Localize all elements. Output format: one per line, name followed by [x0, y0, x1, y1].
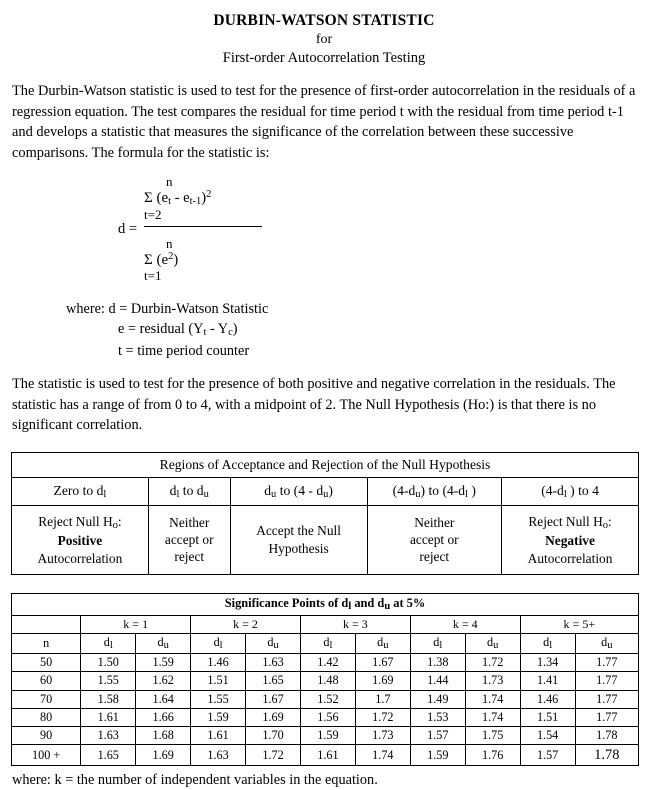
n-column-header: n — [12, 633, 81, 653]
regions-table-caption-row — [12, 452, 639, 477]
formula-d-label: d = — [118, 220, 138, 237]
legend-t-key: t = — [118, 343, 134, 360]
range-cell-4: (4-du) to (4-dl ) — [367, 477, 502, 505]
du-header-1: du — [136, 633, 191, 653]
cell: 1.42 — [300, 654, 355, 672]
k-header-1: k = 1 — [81, 615, 191, 633]
cell: 1.59 — [410, 745, 465, 766]
cell: 1.46 — [191, 654, 246, 672]
cell: 1.41 — [520, 672, 575, 690]
page-subtitle: First-order Autocorrelation Testing — [222, 49, 426, 66]
cell: 1.74 — [355, 745, 410, 766]
cell: 1.72 — [465, 654, 520, 672]
denominator-upper-limit: n — [166, 236, 173, 252]
cell: 1.68 — [136, 727, 191, 745]
table-footnote: where: k = the number of independent variables in the equation. — [12, 772, 378, 789]
k-header-5: k = 5+ — [520, 615, 638, 633]
cell: 1.75 — [465, 727, 520, 745]
intro-paragraph: The Durbin-Watson statistic is used to test for the presence of first-order autocorrelation in the residuals of a regression equation. The test compares the residual for time period t with the residual from time period t-1 and develops a statistic that measures the significance of the correlation between these successive comparisons. The formula for the statistic is: — [12, 83, 636, 161]
cell: 1.7 — [355, 690, 410, 708]
cell: 1.51 — [191, 672, 246, 690]
row-n-60: 60 — [12, 672, 81, 690]
cell: 1.59 — [300, 727, 355, 745]
legend-d-key: d = — [108, 300, 128, 317]
numerator-upper-limit: n — [166, 174, 173, 190]
k-header-2: k = 2 — [191, 615, 301, 633]
cell: 1.63 — [191, 745, 246, 766]
legend-where-label: where: — [66, 300, 105, 317]
cell: 1.49 — [410, 690, 465, 708]
title-connector: for — [315, 32, 333, 47]
cell: 1.77 — [575, 708, 638, 726]
cell: 1.38 — [410, 654, 465, 672]
cell-emphasized: 1.78 — [575, 745, 638, 766]
cell: 1.78 — [575, 727, 638, 745]
dl-header-2: dl — [191, 633, 246, 653]
decision-cell-5: Reject Null Ho: Negative Autocorrelation — [502, 505, 639, 574]
cell: 1.65 — [81, 745, 136, 766]
cell: 1.76 — [465, 745, 520, 766]
dl-header-3: dl — [300, 633, 355, 653]
cell: 1.77 — [575, 690, 638, 708]
cell: 1.55 — [191, 690, 246, 708]
cell: 1.73 — [355, 727, 410, 745]
decision-cell-4: Neither accept or reject — [367, 505, 502, 574]
cell: 1.48 — [300, 672, 355, 690]
durbin-watson-formula — [10, 175, 638, 283]
significance-caption-row — [12, 593, 639, 615]
cell: 1.57 — [520, 745, 575, 766]
cell: 1.61 — [81, 708, 136, 726]
cell: 1.50 — [81, 654, 136, 672]
fraction-bar — [144, 225, 262, 227]
cell: 1.63 — [246, 654, 301, 672]
table-row — [12, 690, 639, 708]
decision-cell-3: Accept the Null Hypothesis — [230, 505, 367, 574]
table-row — [12, 708, 639, 726]
cell: 1.59 — [191, 708, 246, 726]
cell: 1.52 — [300, 690, 355, 708]
legend-line-e — [66, 319, 638, 341]
decision-cell-1: Reject Null Ho: Positive Autocorrelation — [12, 505, 149, 574]
cell: 1.67 — [246, 690, 301, 708]
regions-table-caption: Regions of Acceptance and Rejection of the Null Hypothesis — [12, 452, 639, 477]
legend-line-d — [66, 299, 638, 319]
cell: 1.73 — [465, 672, 520, 690]
cell: 1.65 — [246, 672, 301, 690]
denominator-summation: Σ $(e^2)$ — [144, 251, 179, 269]
cell: 1.51 — [520, 708, 575, 726]
significance-caption: Significance Points of dl and du at 5% — [12, 593, 639, 615]
cell: 1.64 — [136, 690, 191, 708]
cell: 1.70 — [246, 727, 301, 745]
cell: 1.61 — [300, 745, 355, 766]
legend-t-value: time period counter — [137, 343, 250, 360]
table-row — [12, 727, 639, 745]
legend-line-t — [66, 341, 638, 361]
range-cell-2: dl to du — [148, 477, 230, 505]
row-n-100plus: 100 + — [12, 745, 81, 766]
cell: 1.56 — [300, 708, 355, 726]
cell: 1.34 — [520, 654, 575, 672]
cell: 1.72 — [355, 708, 410, 726]
dl-header-1: dl — [81, 633, 136, 653]
numerator-lower-limit: t=2 — [144, 206, 162, 222]
range-cell-1: Zero to dl — [12, 477, 149, 505]
du-header-4: du — [465, 633, 520, 653]
legend-e-key: e = — [118, 321, 136, 338]
significance-k-header-row — [12, 615, 639, 633]
cell: 1.66 — [136, 708, 191, 726]
cell: 1.74 — [465, 690, 520, 708]
cell: 1.74 — [465, 708, 520, 726]
row-n-70: 70 — [12, 690, 81, 708]
k-header-4: k = 4 — [410, 615, 520, 633]
cell: 1.44 — [410, 672, 465, 690]
cell: 1.61 — [191, 727, 246, 745]
du-header-2: du — [246, 633, 301, 653]
du-header-3: du — [355, 633, 410, 653]
cell: 1.53 — [410, 708, 465, 726]
legend-d-value: Durbin-Watson Statistic — [130, 300, 269, 317]
denominator-lower-limit: t=1 — [144, 267, 162, 283]
regions-table-range-row — [12, 477, 639, 505]
dl-header-4: dl — [410, 633, 465, 653]
cell: 1.69 — [355, 672, 410, 690]
formula-legend — [66, 299, 638, 362]
range-cell-3: du to (4 - du) — [230, 477, 367, 505]
cell: 1.67 — [355, 654, 410, 672]
dl-header-5: dl — [520, 633, 575, 653]
cell: 1.55 — [81, 672, 136, 690]
table-row — [12, 672, 639, 690]
numerator-summation: Σ (et - et-1)$^2$ — [144, 189, 212, 208]
k-header-spacer — [12, 615, 81, 633]
row-n-90: 90 — [12, 727, 81, 745]
du-header-5: du — [575, 633, 638, 653]
range-cell-5: (4-dl ) to 4 — [502, 477, 639, 505]
cell: 1.72 — [246, 745, 301, 766]
row-n-80: 80 — [12, 708, 81, 726]
cell: 1.57 — [410, 727, 465, 745]
range-paragraph: The statistic is used to test for the presence of both positive and negative correlation in the residuals. The statistic has a range of from 0 to 4, with a midpoint of 2. The Null Hypothesis (Ho:) is that there is no significant correlation. — [12, 376, 616, 434]
table-row — [12, 654, 639, 672]
k-header-3: k = 3 — [300, 615, 410, 633]
cell: 1.54 — [520, 727, 575, 745]
regions-table — [11, 452, 639, 575]
cell: 1.62 — [136, 672, 191, 690]
cell: 1.63 — [81, 727, 136, 745]
row-n-50: 50 — [12, 654, 81, 672]
page-title: DURBIN-WATSON STATISTIC — [213, 12, 435, 29]
cell: 1.69 — [136, 745, 191, 766]
decision-cell-2: Neither accept or reject — [148, 505, 230, 574]
cell: 1.59 — [136, 654, 191, 672]
table-row — [12, 745, 639, 766]
cell: 1.69 — [246, 708, 301, 726]
cell: 1.77 — [575, 672, 638, 690]
cell: 1.46 — [520, 690, 575, 708]
cell: 1.58 — [81, 690, 136, 708]
legend-e-value: residual (Yt - Yc) — [139, 321, 238, 339]
cell: 1.77 — [575, 654, 638, 672]
regions-table-decision-row — [12, 505, 639, 574]
significance-column-header-row — [12, 633, 639, 653]
significance-table — [11, 593, 639, 767]
